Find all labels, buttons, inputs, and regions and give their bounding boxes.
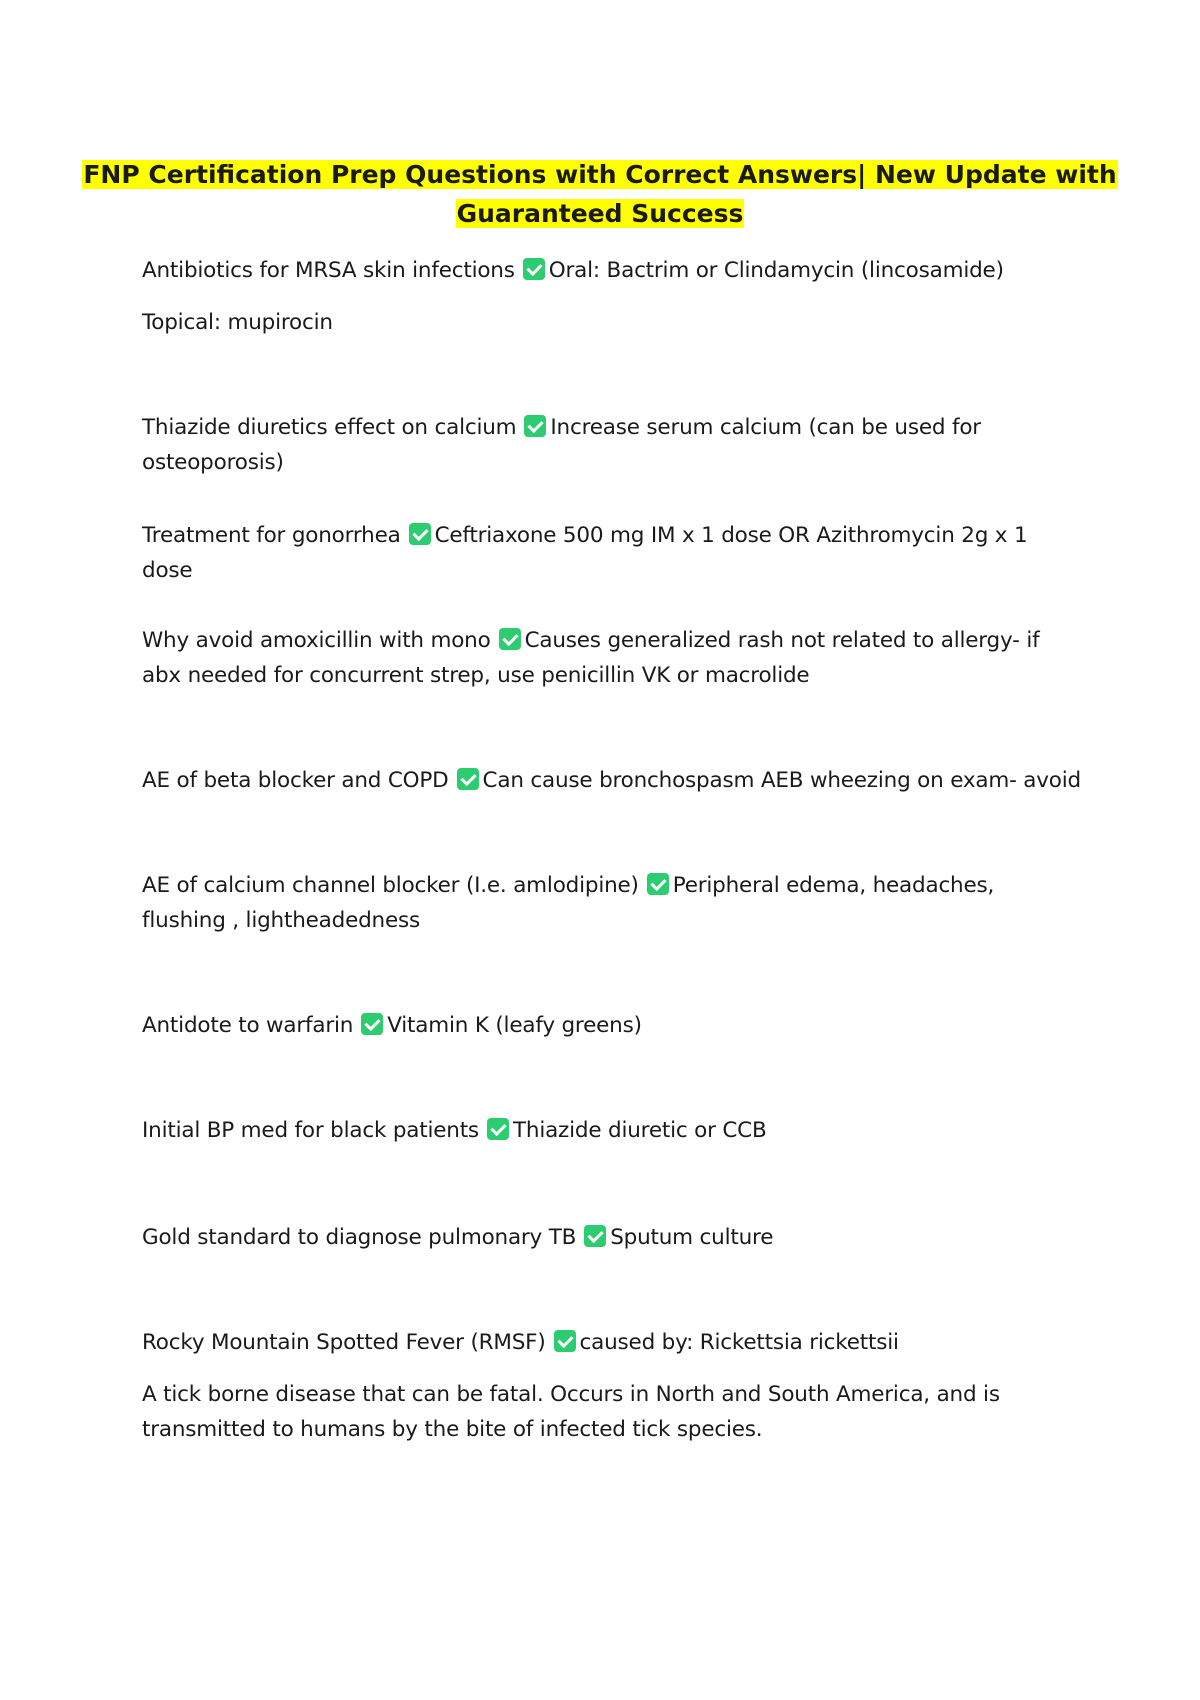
title-line-1: FNP Certification Prep Questions with Correct Answers| New Update with [83,160,1117,189]
check-mark-icon [647,873,669,895]
answer-text: Can cause bronchospasm AEB wheezing on exam- avoid [482,768,1081,793]
question-text: Thiazide diuretics effect on calcium [142,415,517,440]
answer-text: Ceftriaxone 500 mg IM x 1 dose OR Azithromycin 2g x 1 dose [142,523,1028,583]
question-text: Antidote to warfarin [142,1013,354,1038]
answer-text: caused by: Rickettsia rickettsii [579,1330,899,1355]
answer-text: Causes generalized rash not related to allergy- if abx needed for concurrent strep, use penicillin VK or macrolide [142,628,1040,688]
qa-item [142,868,1082,938]
check-mark-icon [523,258,545,280]
check-mark-icon [409,523,431,545]
question-text: Antibiotics for MRSA skin infections [142,258,515,283]
question-text: Why avoid amoxicillin with mono [142,628,491,653]
check-mark-icon [487,1118,509,1140]
answer-text: Increase serum calcium (can be used for osteoporosis) [142,415,981,475]
qa-item [142,253,1082,288]
qa-item [142,763,1082,798]
answer-text: Peripheral edema, headaches, flushing , lightheadedness [142,873,995,933]
answer-text: Oral: Bactrim or Clindamycin (lincosamide) [548,258,1004,283]
check-mark-icon [499,628,521,650]
answer-text: Thiazide diuretic or CCB [512,1118,767,1143]
question-text: Rocky Mountain Spotted Fever (RMSF) [142,1330,546,1355]
qa-item [142,623,1082,693]
answer-text: Sputum culture [610,1225,774,1250]
title-line-2: Guaranteed Success [456,199,744,228]
check-mark-icon [584,1225,606,1247]
answer-extra-text: A tick borne disease that can be fatal. Occurs in North and South America, and is transmitted to humans by the bite of infected tick species. [142,1382,1000,1442]
question-text: Initial BP med for black patients [142,1118,479,1143]
question-text: AE of beta blocker and COPD [142,768,449,793]
check-mark-icon [457,768,479,790]
answer-text: Vitamin K (leafy greens) [387,1013,642,1038]
qa-item [142,1220,1082,1255]
check-mark-icon [554,1330,576,1352]
qa-item [142,1113,1082,1148]
answer-extra-text: Topical: mupirocin [142,310,333,335]
qa-item [142,410,1082,480]
check-mark-icon [361,1013,383,1035]
check-mark-icon [524,415,546,437]
qa-item [142,1325,1082,1360]
qa-item [142,518,1082,588]
document-title [0,155,1200,233]
question-text: Gold standard to diagnose pulmonary TB [142,1225,577,1250]
qa-item [142,1008,1082,1043]
question-text: Treatment for gonorrhea [142,523,401,548]
question-text: AE of calcium channel blocker (I.e. amlodipine) [142,873,639,898]
